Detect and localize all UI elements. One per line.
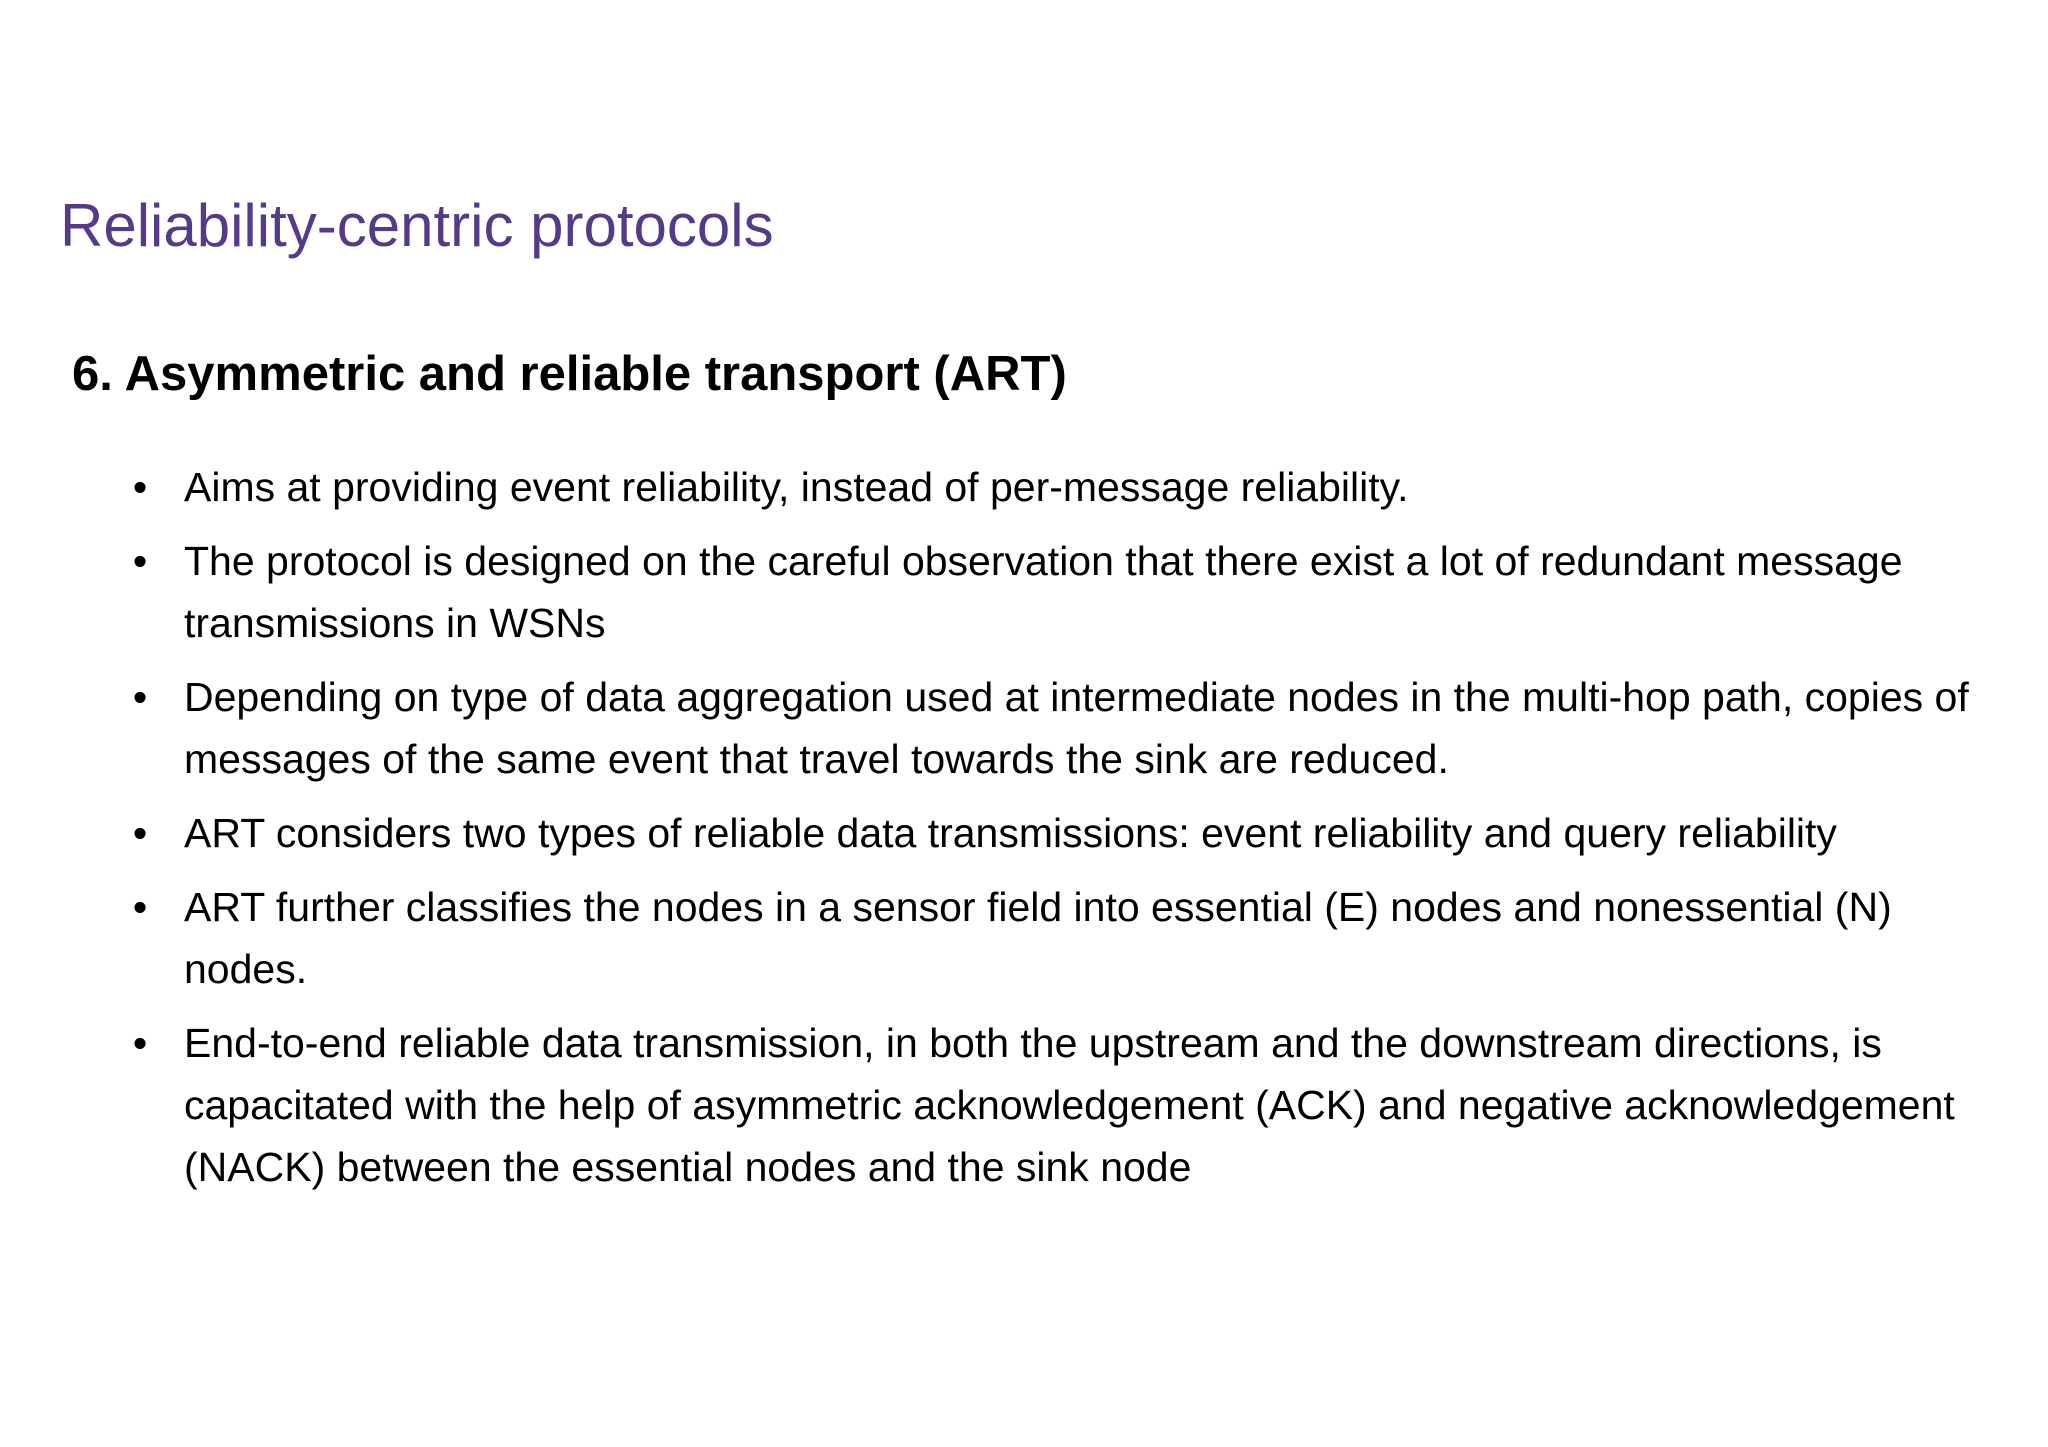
bullet-text: ART further classifies the nodes in a sensor field into essential (E) nodes and nonessential (N) nodes. xyxy=(184,884,1892,992)
bullet-text: ART considers two types of reliable data transmissions: event reliability and query reliability xyxy=(184,810,1837,856)
bullet-icon: • xyxy=(132,538,148,584)
slide-title: Reliability-centric protocols xyxy=(60,192,774,259)
bullet-item-1 xyxy=(120,456,2000,518)
section-heading: 6. Asymmetric and reliable transport (ART) xyxy=(72,347,1067,401)
bullet-icon: • xyxy=(132,464,148,510)
bullet-text: Depending on type of data aggregation used at intermediate nodes in the multi-hop path, copies of messages of the same event that travel towards the sink are reduced. xyxy=(184,674,1969,782)
bullet-item-3 xyxy=(120,666,2000,790)
bullet-item-6 xyxy=(120,1012,2000,1198)
bullet-icon: • xyxy=(132,884,148,930)
bullet-text: The protocol is designed on the careful observation that there exist a lot of redundant message transmissions in WSNs xyxy=(184,538,1903,646)
bullet-list xyxy=(120,456,2000,1210)
bullet-text: End-to-end reliable data transmission, in both the upstream and the downstream directions, is capacitated with the help of asymmetric acknowledgement (ACK) and negative acknowledgement (NACK) between the essential nodes and the sink node xyxy=(184,1020,1955,1190)
bullet-item-5 xyxy=(120,876,2000,1000)
bullet-icon: • xyxy=(132,1020,148,1066)
bullet-item-4 xyxy=(120,802,2000,864)
bullet-text: Aims at providing event reliability, instead of per-message reliability. xyxy=(184,464,1409,510)
bullet-item-2 xyxy=(120,530,2000,654)
bullet-icon: • xyxy=(132,810,148,856)
bullet-icon: • xyxy=(132,674,148,720)
